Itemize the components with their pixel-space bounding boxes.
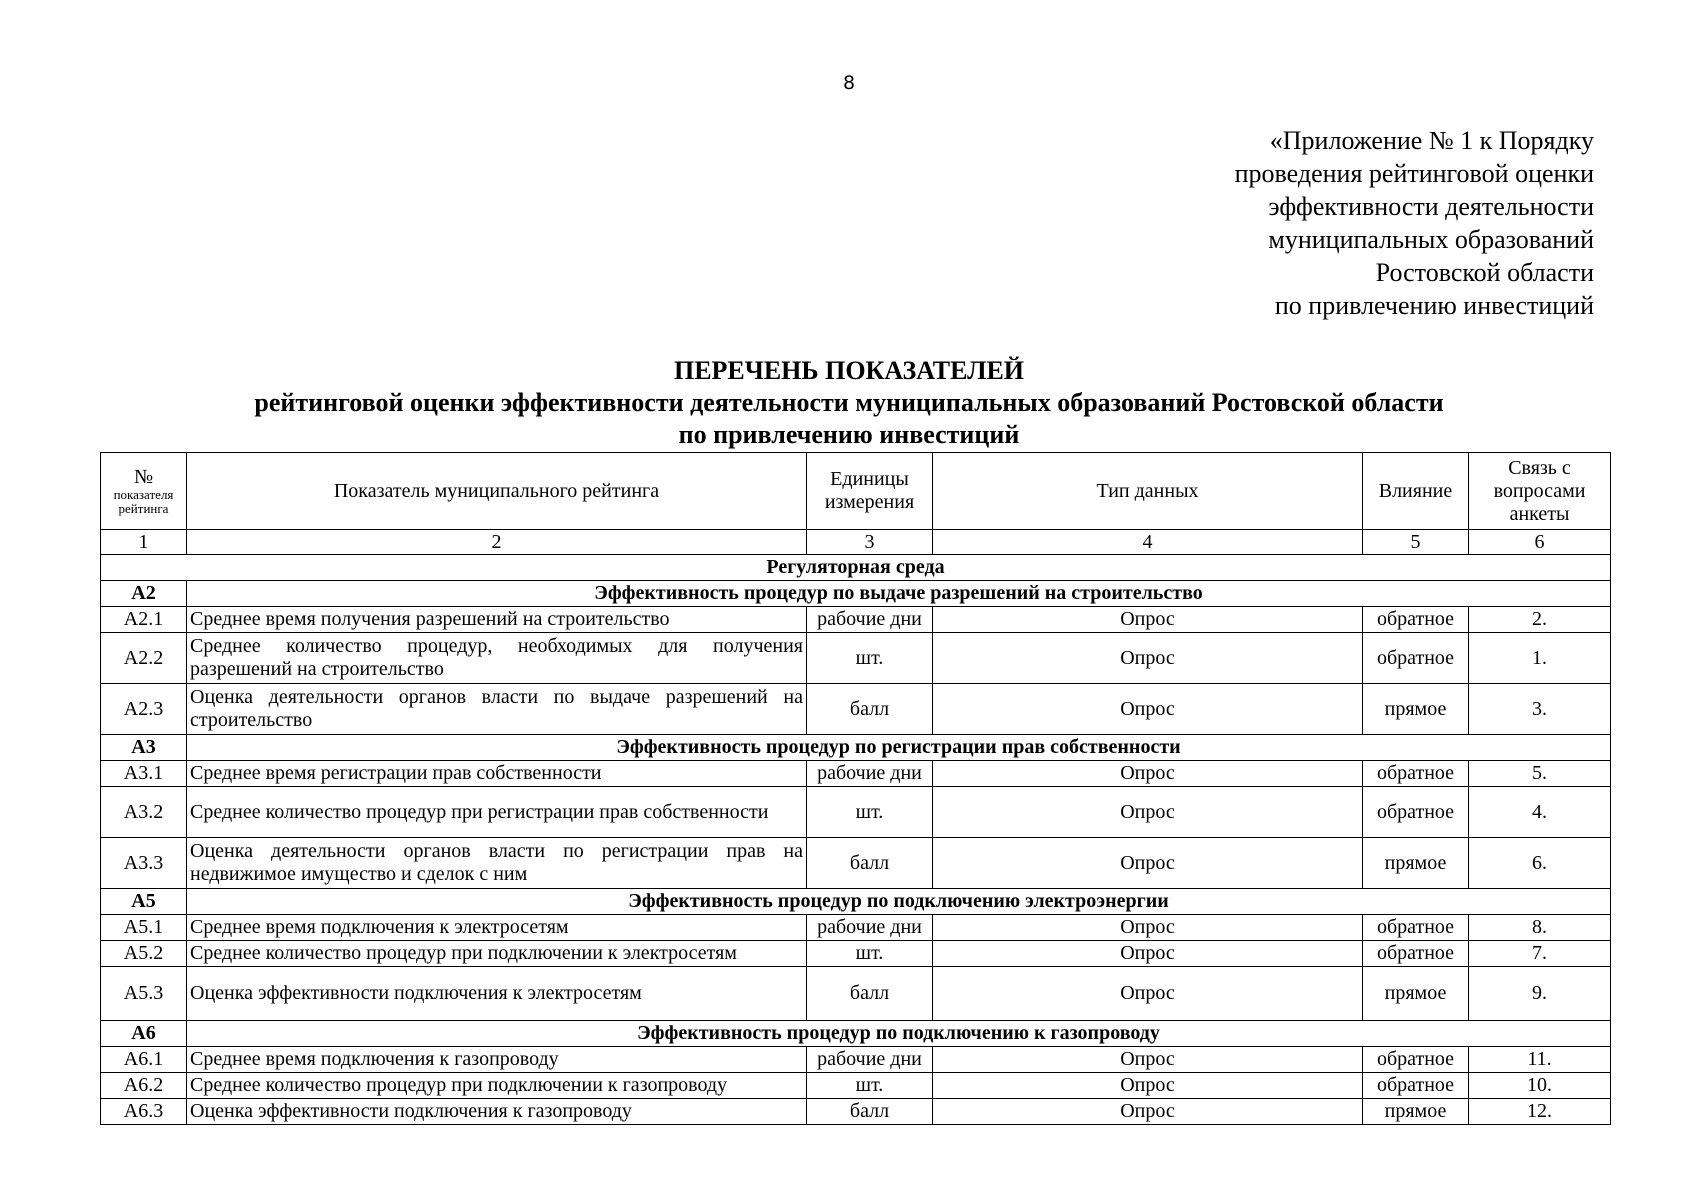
indicator-question-link: 5. — [1469, 761, 1611, 787]
indicator-row — [101, 1073, 1611, 1099]
group-title: Эффективность процедур по регистрации прав собственности — [187, 735, 1611, 761]
indicator-description: Среднее количество процедур, необходимых для получения разрешений на строительство — [187, 633, 807, 684]
indicator-data-type: Опрос — [933, 967, 1363, 1021]
indicator-description: Оценка эффективности подключения к электросетям — [187, 967, 807, 1021]
indicator-code: А3.3 — [101, 838, 187, 889]
indicator-data-type: Опрос — [933, 787, 1363, 838]
indicator-code: А6.2 — [101, 1073, 187, 1099]
indicator-data-type: Опрос — [933, 633, 1363, 684]
indicator-question-link: 2. — [1469, 607, 1611, 633]
indicator-unit: шт. — [807, 1073, 933, 1099]
column-number: 5 — [1363, 530, 1469, 555]
indicator-code: А3.1 — [101, 761, 187, 787]
group-title: Эффективность процедур по выдаче разрешений на строительство — [187, 581, 1611, 607]
indicator-data-type: Опрос — [933, 761, 1363, 787]
indicator-influence: обратное — [1363, 941, 1469, 967]
header-units: Единицы измерения — [807, 453, 933, 530]
indicator-row — [101, 684, 1611, 735]
indicator-unit: шт. — [807, 633, 933, 684]
header-link: Связь с вопросами анкеты — [1469, 453, 1611, 530]
indicator-data-type: Опрос — [933, 1047, 1363, 1073]
indicator-code: А3.2 — [101, 787, 187, 838]
indicator-description: Оценка деятельности органов власти по регистрации прав на недвижимое имущество и сделок с ним — [187, 838, 807, 889]
section-row — [101, 555, 1611, 581]
group-code: А5 — [101, 889, 187, 915]
header-data-type: Тип данных — [933, 453, 1363, 530]
indicator-data-type: Опрос — [933, 838, 1363, 889]
indicator-data-type: Опрос — [933, 1073, 1363, 1099]
group-title: Эффективность процедур по подключению к газопроводу — [187, 1021, 1611, 1047]
indicator-unit: балл — [807, 838, 933, 889]
indicator-description: Среднее время подключения к электросетям — [187, 915, 807, 941]
indicator-question-link: 10. — [1469, 1073, 1611, 1099]
indicator-influence: прямое — [1363, 838, 1469, 889]
indicator-row — [101, 1047, 1611, 1073]
indicator-description: Оценка деятельности органов власти по выдаче разрешений на строительство — [187, 684, 807, 735]
indicator-row — [101, 941, 1611, 967]
indicator-unit: балл — [807, 1099, 933, 1125]
appendix-line: «Приложение № 1 к Порядку — [1269, 126, 1594, 155]
indicator-influence: прямое — [1363, 684, 1469, 735]
title-line: рейтинговой оценки эффективности деятельности муниципальных образований Ростовской области — [254, 388, 1444, 417]
column-number-row — [101, 530, 1611, 555]
indicator-description: Среднее время получения разрешений на строительство — [187, 607, 807, 633]
indicator-influence: прямое — [1363, 967, 1469, 1021]
indicator-row — [101, 633, 1611, 684]
indicator-influence: обратное — [1363, 761, 1469, 787]
indicators-table — [100, 452, 1611, 1125]
indicator-data-type: Опрос — [933, 1099, 1363, 1125]
indicator-question-link: 3. — [1469, 684, 1611, 735]
indicator-code: А2.3 — [101, 684, 187, 735]
page-number: 8 — [842, 72, 856, 94]
group-row — [101, 581, 1611, 607]
group-row — [101, 1021, 1611, 1047]
indicator-unit: рабочие дни — [807, 1047, 933, 1073]
group-code: А6 — [101, 1021, 187, 1047]
indicator-unit: рабочие дни — [807, 915, 933, 941]
indicator-unit: рабочие дни — [807, 761, 933, 787]
indicator-code: А6.3 — [101, 1099, 187, 1125]
group-code: А2 — [101, 581, 187, 607]
indicator-code: А5.3 — [101, 967, 187, 1021]
indicator-row — [101, 607, 1611, 633]
appendix-line: Ростовской области — [1375, 258, 1594, 287]
indicator-row — [101, 787, 1611, 838]
indicator-unit: балл — [807, 684, 933, 735]
indicator-row — [101, 1099, 1611, 1125]
appendix-line: муниципальных образований — [1268, 225, 1594, 254]
indicator-code: А5.1 — [101, 915, 187, 941]
indicator-influence: обратное — [1363, 633, 1469, 684]
group-code: А3 — [101, 735, 187, 761]
indicator-data-type: Опрос — [933, 941, 1363, 967]
title-line: ПЕРЕЧЕНЬ ПОКАЗАТЕЛЕЙ — [673, 356, 1025, 385]
indicator-unit: шт. — [807, 787, 933, 838]
number-sign: № — [133, 466, 154, 488]
group-title: Эффективность процедур по подключению электроэнергии — [187, 889, 1611, 915]
indicator-unit: рабочие дни — [807, 607, 933, 633]
indicator-question-link: 9. — [1469, 967, 1611, 1021]
indicator-unit: балл — [807, 967, 933, 1021]
indicator-description: Среднее количество процедур при подключении к электросетям — [187, 941, 807, 967]
indicator-question-link: 11. — [1469, 1047, 1611, 1073]
appendix-line: эффективности деятельности — [1268, 192, 1594, 221]
indicator-influence: прямое — [1363, 1099, 1469, 1125]
column-number: 4 — [933, 530, 1363, 555]
indicator-code: А2.2 — [101, 633, 187, 684]
indicator-influence: обратное — [1363, 915, 1469, 941]
indicator-question-link: 8. — [1469, 915, 1611, 941]
column-number: 6 — [1469, 530, 1611, 555]
indicator-code: А6.1 — [101, 1047, 187, 1073]
indicator-description: Среднее количество процедур при подключении к газопроводу — [187, 1073, 807, 1099]
indicator-question-link: 6. — [1469, 838, 1611, 889]
indicator-row — [101, 915, 1611, 941]
column-number: 1 — [101, 530, 187, 555]
indicator-code: А5.2 — [101, 941, 187, 967]
header-number — [101, 453, 187, 530]
header-number-text: показателя рейтинга — [113, 487, 174, 516]
header-indicator: Показатель муниципального рейтинга — [187, 453, 807, 530]
indicator-question-link: 12. — [1469, 1099, 1611, 1125]
indicator-unit: шт. — [807, 941, 933, 967]
indicator-data-type: Опрос — [933, 684, 1363, 735]
indicator-description: Среднее количество процедур при регистрации прав собственности — [187, 787, 807, 838]
header-influence: Влияние — [1363, 453, 1469, 530]
indicator-influence: обратное — [1363, 607, 1469, 633]
document-title — [0, 355, 1698, 451]
appendix-line: по привлечению инвестиций — [1274, 291, 1594, 320]
title-line: по привлечению инвестиций — [678, 420, 1020, 449]
indicator-code: А2.1 — [101, 607, 187, 633]
column-number: 2 — [187, 530, 807, 555]
indicator-question-link: 7. — [1469, 941, 1611, 967]
indicator-description: Среднее время регистрации прав собственности — [187, 761, 807, 787]
appendix-line: проведения рейтинговой оценки — [1234, 159, 1594, 188]
indicator-question-link: 4. — [1469, 787, 1611, 838]
indicator-influence: обратное — [1363, 787, 1469, 838]
indicator-row — [101, 838, 1611, 889]
indicator-data-type: Опрос — [933, 915, 1363, 941]
indicator-row — [101, 967, 1611, 1021]
indicator-description: Среднее время подключения к газопроводу — [187, 1047, 807, 1073]
indicator-question-link: 1. — [1469, 633, 1611, 684]
appendix-note — [1235, 124, 1594, 322]
column-number: 3 — [807, 530, 933, 555]
indicator-row — [101, 761, 1611, 787]
group-row — [101, 889, 1611, 915]
indicator-data-type: Опрос — [933, 607, 1363, 633]
table-header-row — [101, 453, 1611, 530]
section-title: Регуляторная среда — [101, 555, 1611, 581]
indicator-description: Оценка эффективности подключения к газопроводу — [187, 1099, 807, 1125]
indicator-influence: обратное — [1363, 1073, 1469, 1099]
indicator-influence: обратное — [1363, 1047, 1469, 1073]
group-row — [101, 735, 1611, 761]
